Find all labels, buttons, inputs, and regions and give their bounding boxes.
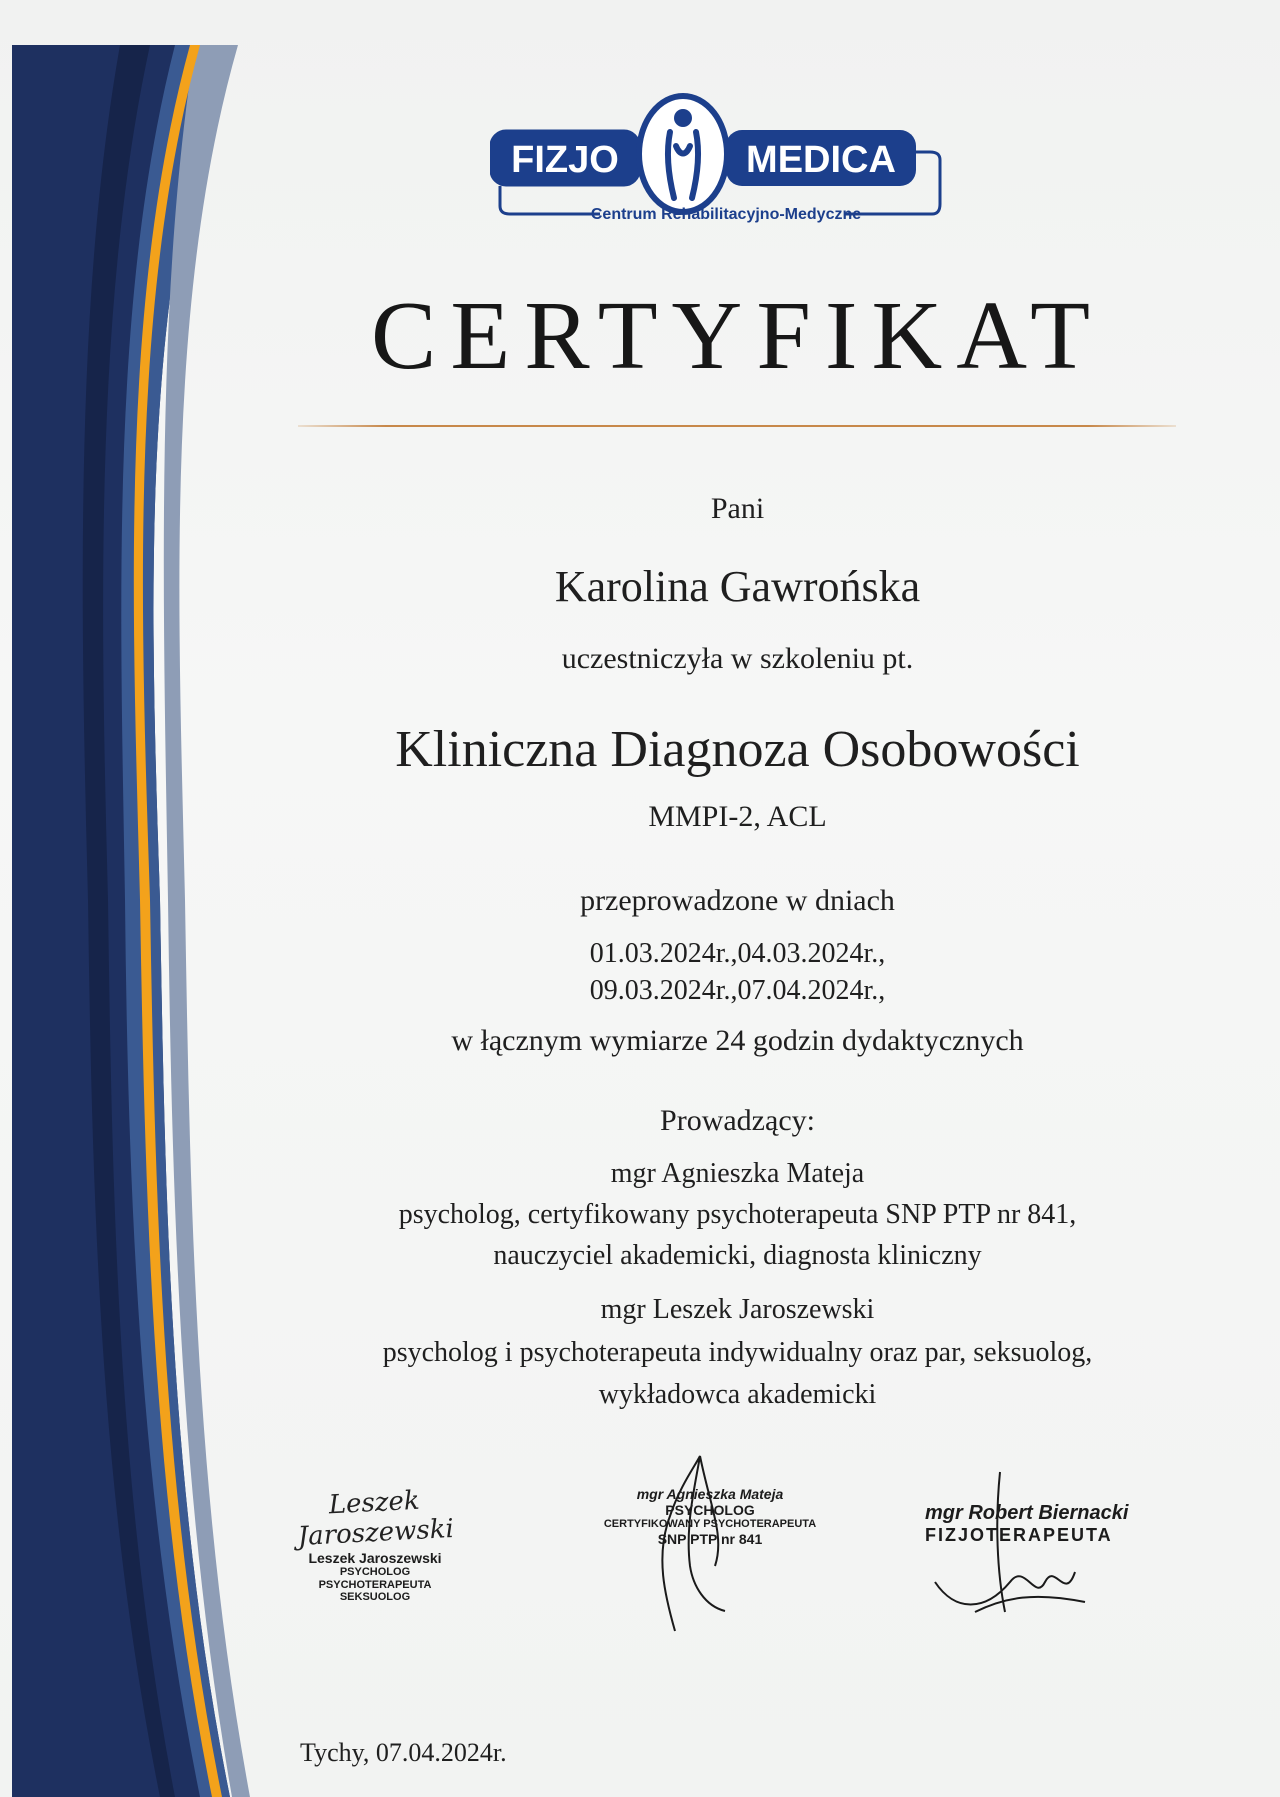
instructor-2-desc-1: psycholog i psychoterapeuta indywidualny oraz par, seksuolog, — [382, 1337, 1093, 1368]
instructor-1-desc-2: nauczyciel akademicki, diagnosta kliniczny — [493, 1240, 982, 1271]
dates-line-1: 01.03.2024r.,04.03.2024r., — [589, 938, 886, 969]
course-title: Kliniczna Diagnoza Osobowości — [395, 721, 1080, 778]
instructor-2-desc-2: wykładowca akademicki — [598, 1379, 877, 1410]
stamp-2-name: mgr Agnieszka Mateja — [636, 1486, 784, 1502]
stamp-3-line-1: FIZJOTERAPEUTA — [925, 1525, 1113, 1545]
hours-text: w łącznym wymiarze 24 godzin dydaktycznych — [451, 1024, 1024, 1057]
held-on-text: przeprowadzone w dniach — [580, 884, 895, 917]
place-and-date: Tychy, 07.04.2024r. — [300, 1738, 507, 1767]
stamp-2-line-3: SNP PTP nr 841 — [657, 1530, 763, 1547]
stamp-3-name: mgr Robert Biernacki — [925, 1502, 1129, 1524]
recipient-name: Karolina Gawrońska — [554, 562, 921, 611]
signature-block-1 — [255, 1485, 495, 1604]
instructor-2-name: mgr Leszek Jaroszewski — [600, 1294, 875, 1325]
stamp-1-line-3: SEKSUOLOG — [339, 1591, 411, 1604]
logo-text-right: MEDICA — [746, 139, 896, 181]
fizjomedica-logo — [490, 88, 950, 228]
signature-block-3 — [925, 1502, 1175, 1546]
signature-handwritten-1: Leszek Jaroszewski — [297, 1485, 455, 1553]
certificate-title: CERTYFIKAT — [370, 282, 1105, 390]
title-divider — [298, 425, 1176, 427]
instructors-heading: Prowadzący: — [660, 1104, 815, 1137]
logo-tagline: Centrum Rehabilitacyjno-Medyczne — [590, 206, 862, 223]
dates-line-2: 09.03.2024r.,07.04.2024r., — [589, 975, 886, 1006]
course-subtitle: MMPI-2, ACL — [648, 800, 827, 833]
stamp-1-name: Leszek Jaroszewski — [308, 1550, 442, 1566]
stamp-2-line-2: CERTYFIKOWANY PSYCHOTERAPEUTA — [603, 1518, 817, 1531]
instructor-1-name: mgr Agnieszka Mateja — [610, 1158, 865, 1189]
logo-figure-head — [674, 109, 692, 127]
instructor-1-desc-1: psycholog, certyfikowany psychoterapeuta SNP PTP nr 841, — [398, 1199, 1077, 1230]
logo-text-left: FIZJO — [511, 139, 619, 181]
stamp-1-line-2: PSYCHOTERAPEUTA — [318, 1578, 432, 1591]
signature-block-2 — [575, 1486, 845, 1547]
stamp-2-line-1: PSYCHOLOG — [665, 1502, 755, 1519]
stamp-1-line-1: PSYCHOLOG — [339, 1566, 411, 1579]
participation-text: uczestniczyła w szkoleniu pt. — [561, 642, 914, 675]
salutation: Pani — [710, 492, 765, 525]
